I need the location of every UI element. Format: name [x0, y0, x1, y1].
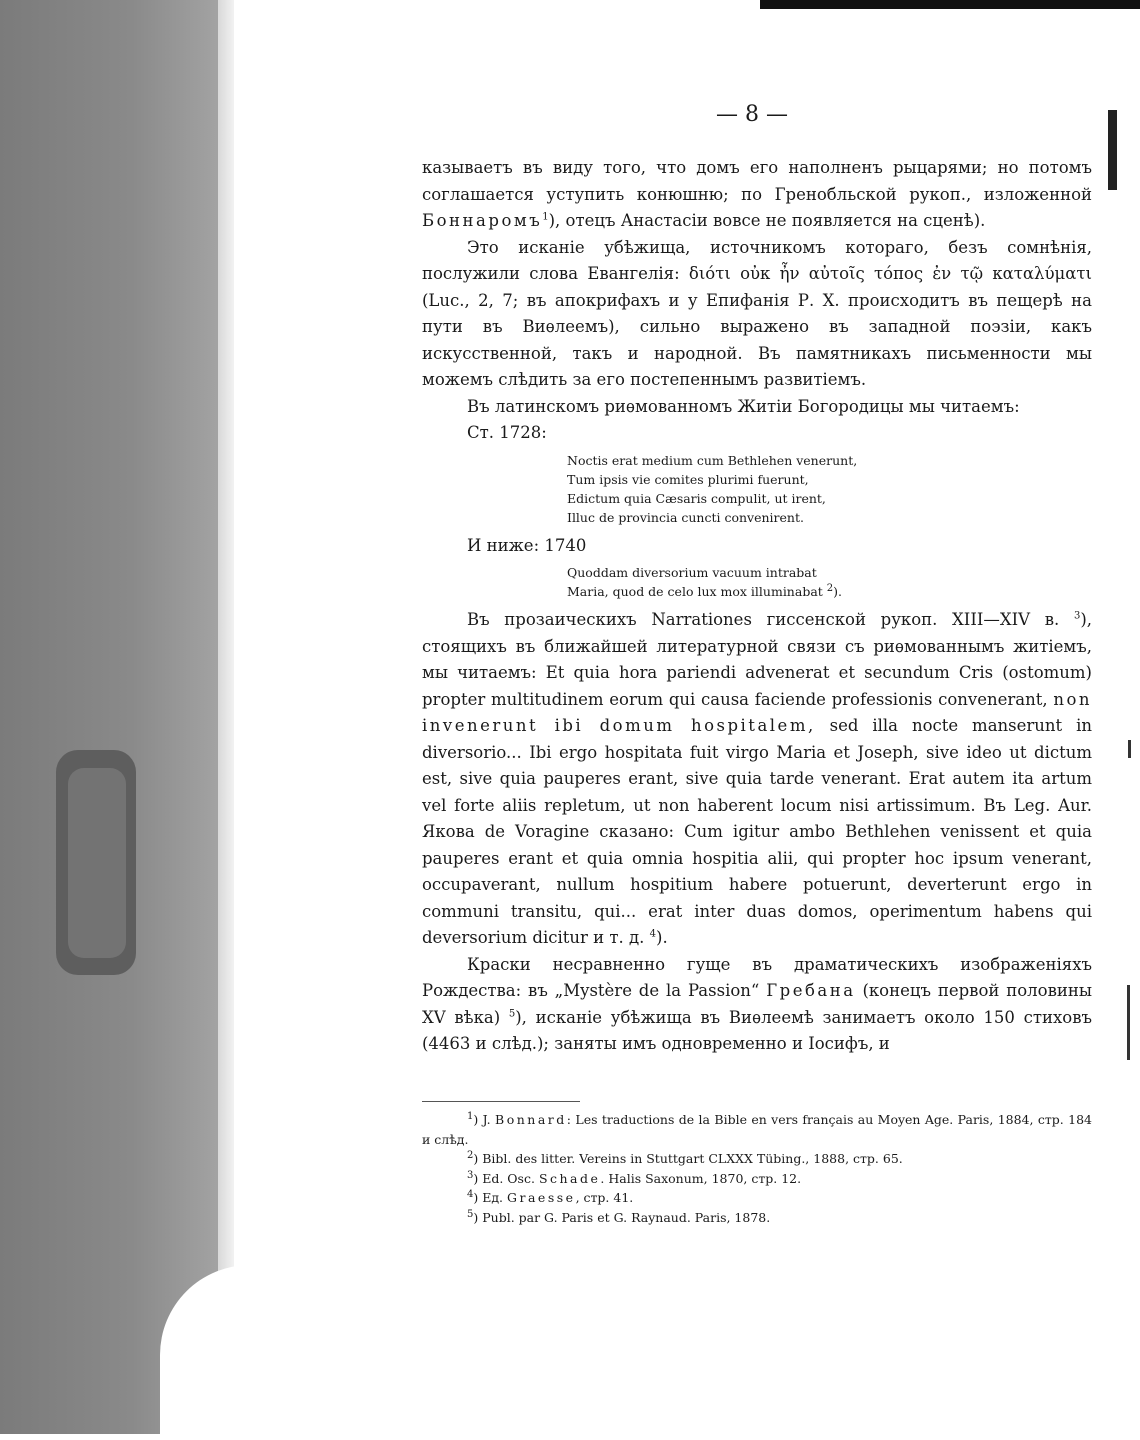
footnote-mark: 4: [467, 1188, 474, 1200]
verse-reference: И ниже: 1740: [467, 535, 587, 555]
paragraph-1: казываетъ въ виду того, что домъ его наполненъ рыцарями; но потомъ соглашается уступить конюшню; по Гренобльской рукоп., изложенной Боннаромъ$^1$), отецъ Анастасіи вовсе не появляется на сценѣ).: [422, 158, 1092, 230]
footnote-mark: 2: [467, 1149, 474, 1161]
scan-clip-highlight: [68, 768, 126, 958]
footnote-ref: 4: [649, 928, 657, 940]
footnote-mark: 1: [467, 1110, 474, 1122]
footnote-mark: 3: [467, 1169, 474, 1181]
verse-line: Quoddam diversorium vacuum intrabat: [567, 565, 817, 580]
paragraph-5: Краски несравненно гуще въ драматическихъ изображеніяхъ Рождества: въ „Mystère de la Passion“ Гребана (конецъ первой половины XV вѣка) $^5$), исканіе убѣжища въ Виѳлеемѣ занимаетъ около 150 стиховъ (4463 и слѣд.); заняты имъ одновременно и Іосифъ, и: [422, 954, 1092, 1053]
footnote-5: $^5$) Publ. par G. Paris et G. Raynaud. Paris, 1878.: [467, 1208, 771, 1225]
scan-gutter-shadow: [0, 0, 220, 1434]
footnote-1: $^1$) J. Bonnard: Les traductions de la Bible en vers français au Moyen Age. Paris, 1884, стр. 184 и слѣд.: [422, 1110, 1092, 1147]
footnote-2: $^2$) Bibl. des litter. Vereins in Stuttgart CLXXX Tübing., 1888, стр. 65.: [467, 1149, 903, 1166]
footnote-4: $^4$) Ед. Graesse, стр. 41.: [467, 1188, 634, 1205]
scan-mark: [1128, 740, 1131, 758]
paragraph-3: Въ латинскомъ риѳмованномъ Житіи Богородицы мы читаемъ:: [467, 396, 1020, 416]
author-name: Гребана: [766, 981, 856, 1000]
paragraph-2: Это исканіе убѣжища, источникомъ котораго, безъ сомнѣнія, послужили слова Евангелія: διότι οὐκ ἦν αὐτοῖς τόπος ἐν τῷ καταλύματι (Luc., 2, 7; въ апокрифахъ и у Епифанія Р. Х. происходитъ въ пещерѣ на пути въ Виѳлеемъ), сильно выражено въ западной поэзіи, какъ искусственной, такъ и народной. Въ памятникахъ письменности мы можемъ слѣдить за его постепеннымъ развитіемъ.: [422, 237, 1092, 389]
scan-top-border: [760, 0, 1140, 9]
footnotes: [422, 1110, 1092, 1227]
footnote-mark: 5: [467, 1208, 474, 1220]
verse-line: Edictum quia Cæsaris compulit, ut irent,: [567, 490, 826, 506]
page-edge: [218, 0, 234, 1434]
paragraph-4: Въ прозаическихъ Narrationes гиссенской рукоп. XIII—XIV в. $^3$), стоящихъ въ ближайшей литературной связи съ риѳмованнымъ житіемъ, мы читаемъ: Et quia hora pariendi advenerat et secundum Cris (ostomum) propter multitudinem eorum qui causa faciende professionis convenerant, non invenerunt ibi domum hospitalem, sed illa nocte manserunt in diversorio... Ibi ergo hospitata fuit virgo Maria et Joseph, sive ideo ut dictum est, sive quia pauperes erant, sive quia tarde venerant. Erat autem ita artum vel forte aliis repletum, ut non haberent locum nisi artissimum. Въ Leg. Aur. Якова de Voragine сказано: Cum igitur ambo Bethlehen venissent et quia pauperes erant et quia omnia hospitia alii, qui propter hoc ipsum venerant, occupaverant, nullum hospitium habere potuerunt, deverterunt ergo in communi transitu, qui... erat inter duas domos, operimentum habens qui deversorium dicitur и т. д. $^4$).: [422, 610, 1093, 947]
scan-blank-patch: [160, 1265, 370, 1440]
author-name: Bonnard: [495, 1112, 567, 1127]
author-name: Боннаромъ: [422, 211, 543, 230]
footnote-ref: 1: [542, 211, 549, 223]
footnote-3: $^3$) Ed. Osc. Schade. Halis Saxonum, 1870, стр. 12.: [467, 1169, 802, 1186]
verse-line: Noctis erat medium cum Bethlehen venerunt,: [567, 452, 858, 468]
footnote-divider: [422, 1101, 580, 1102]
page-body: [422, 155, 1092, 1058]
footnote-ref: 3: [1073, 610, 1081, 622]
verse-reference: Ст. 1728:: [467, 423, 547, 442]
spaced-phrase: non invenerunt ibi domum hospitalem,: [422, 689, 1093, 735]
verse-line: Illuc de provincia cuncti convenirent.: [567, 509, 804, 525]
verse-block-2: [567, 563, 1092, 601]
scan-right-border: [1108, 110, 1117, 990]
author-name: Schade: [538, 1170, 601, 1186]
footnote-ref: 5: [508, 1008, 516, 1019]
footnote-ref: 2: [826, 582, 834, 594]
page-number: — 8 —: [716, 102, 788, 127]
verse-block-1: [567, 451, 1092, 527]
scan-mark: [1127, 985, 1130, 1060]
author-name: Graesse: [507, 1190, 576, 1205]
verse-line: Maria, quod de celo lux mox illuminabat $^2$).: [567, 582, 843, 599]
verse-line: Tum ipsis vie comites plurimi fuerunt,: [567, 471, 809, 487]
